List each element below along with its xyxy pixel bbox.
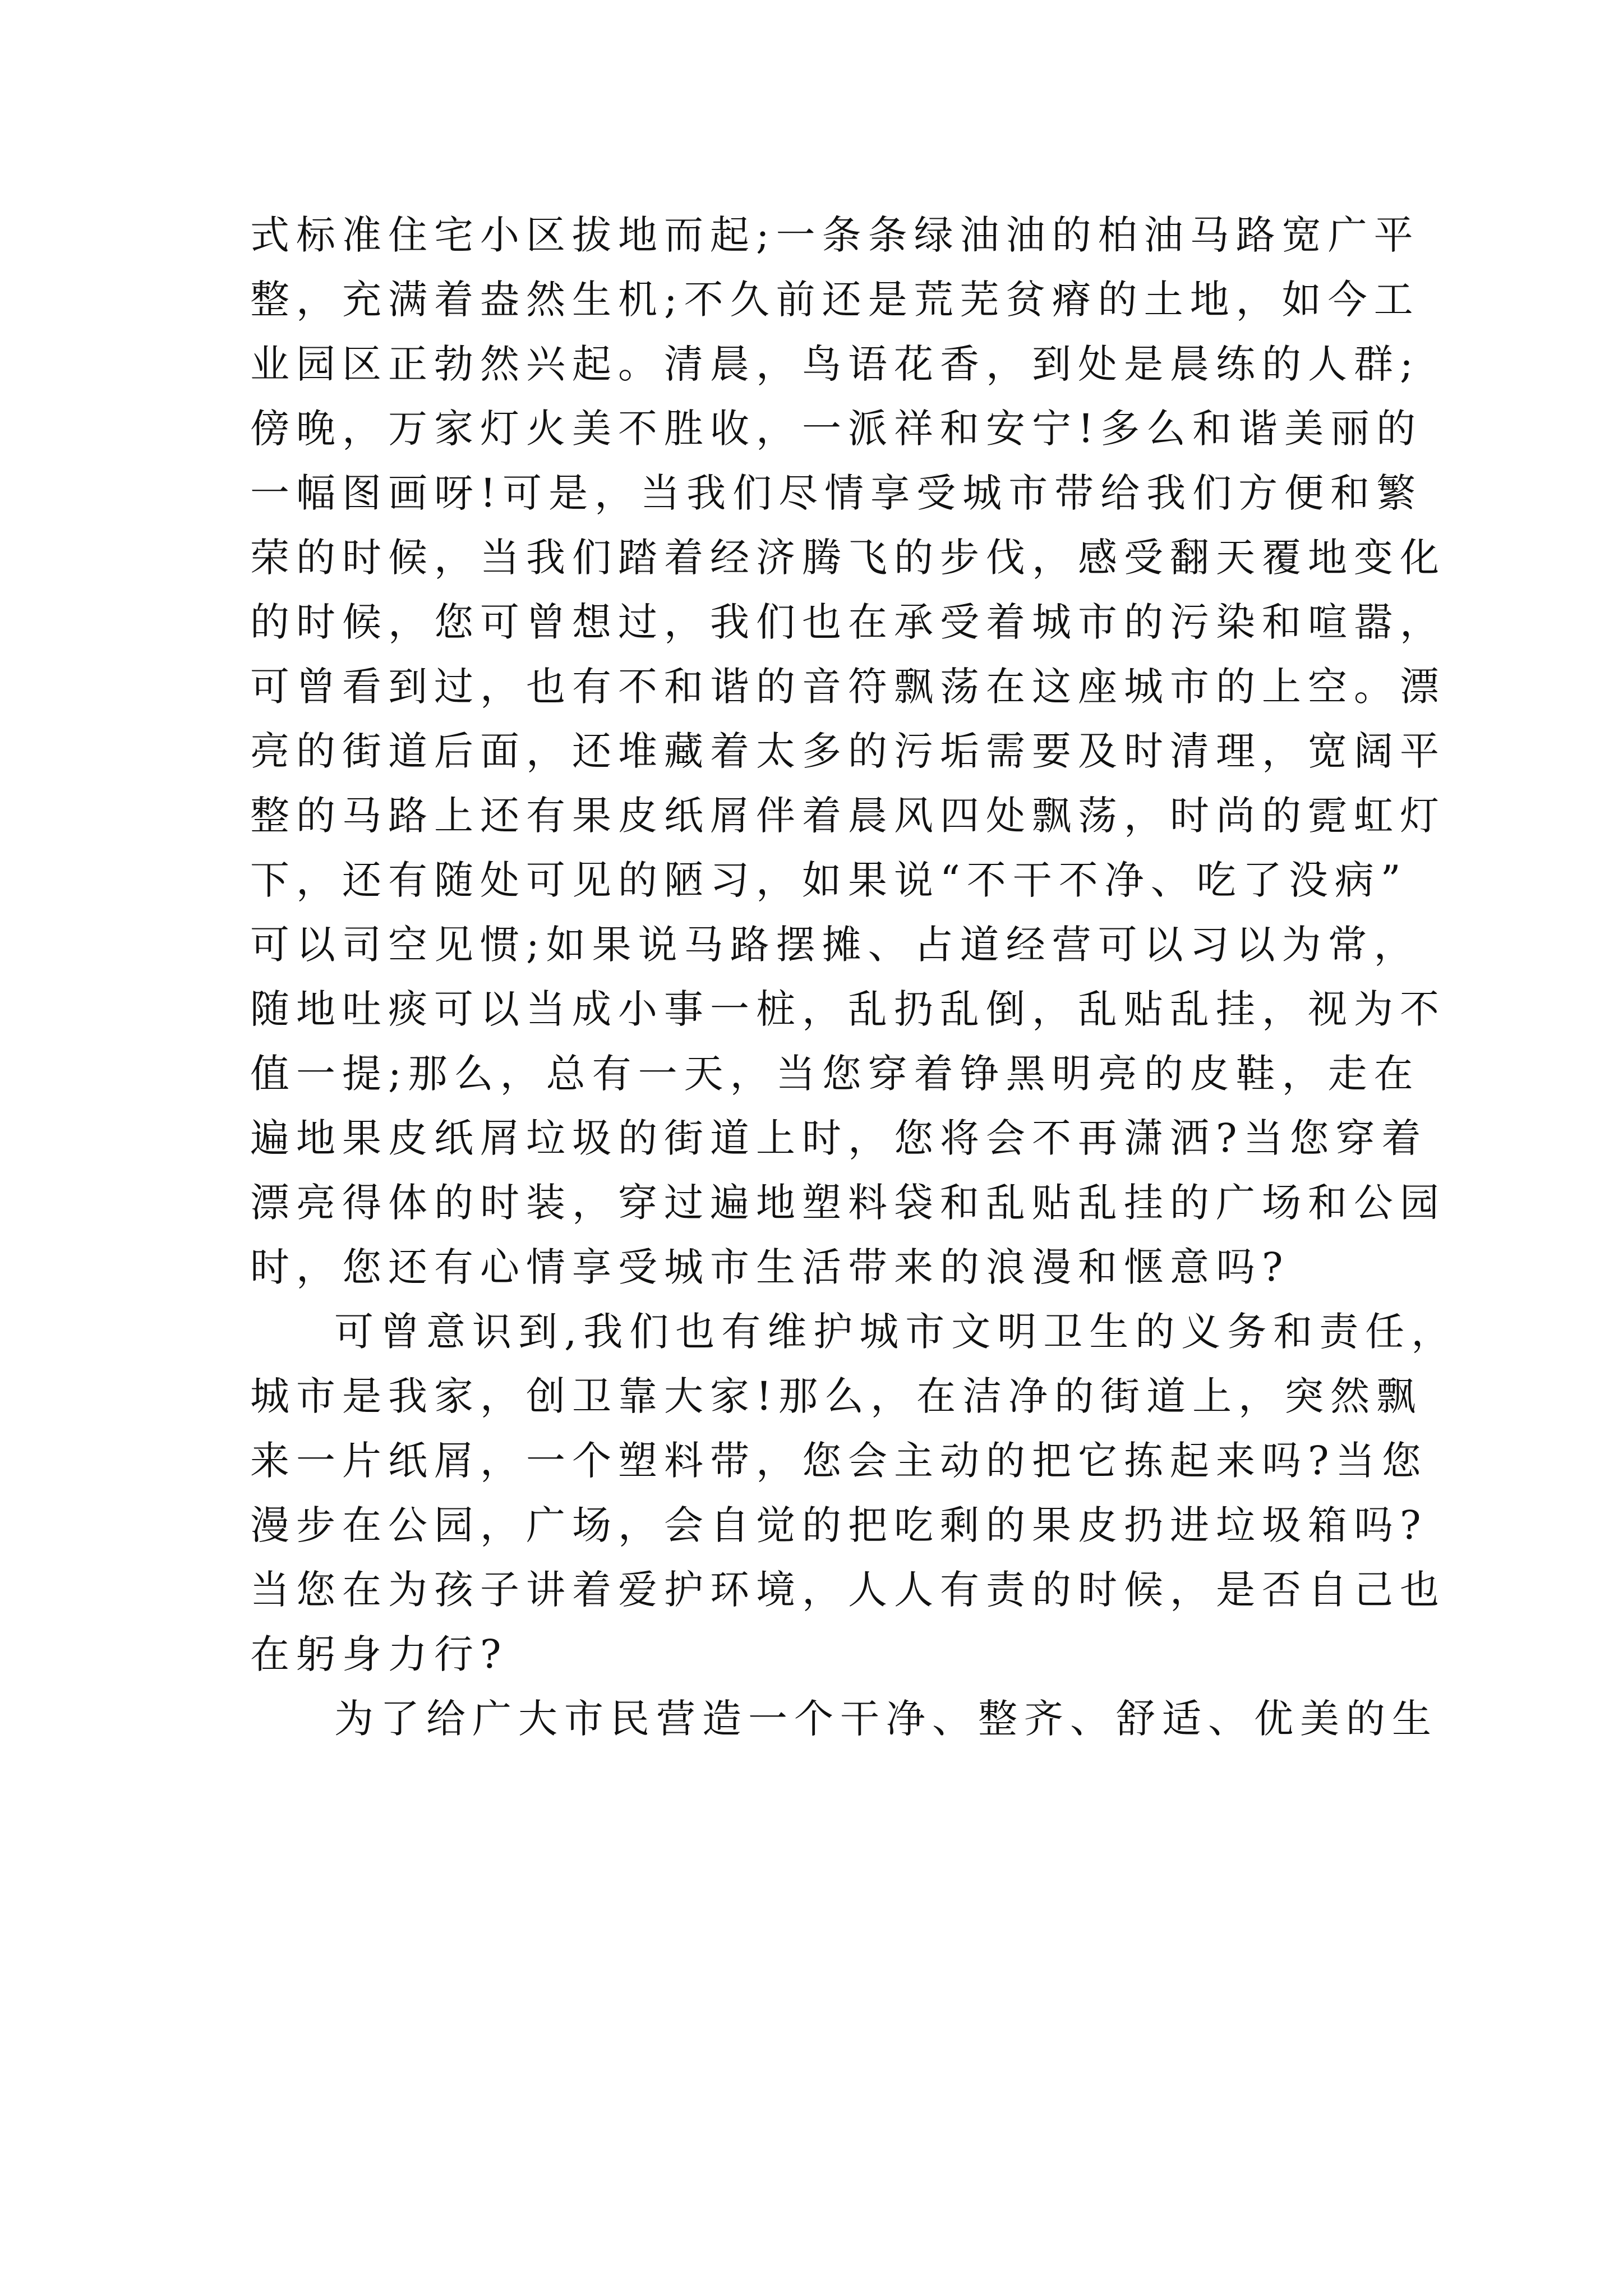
text-line: 时，您还有心情享受城市生活带来的浪漫和惬意吗? <box>250 1244 1290 1290</box>
text-line: 整，充满着盎然生机;不久前还是荒芜贫瘠的土地，如今工 <box>250 277 1420 323</box>
text-line: 当您在为孩子讲着爱护环境，人人有责的时候，是否自己也 <box>250 1567 1446 1613</box>
text-line: 整的马路上还有果皮纸屑伴着晨风四处飘荡，时尚的霓虹灯 <box>250 793 1446 839</box>
text-line: 可以司空见惯;如果说马路摆摊、占道经营可以习以为常， <box>250 922 1420 968</box>
body-text <box>250 203 1458 1751</box>
text-line: 业园区正勃然兴起。清晨，鸟语花香，到处是晨练的人群; <box>250 341 1420 387</box>
text-line: 城市是我家，创卫靠大家!那么，在洁净的街道上，突然飘 <box>250 1373 1423 1419</box>
text-line: 来一片纸屑，一个塑料带，您会主动的把它拣起来吗?当您 <box>250 1438 1428 1484</box>
text-line: 随地吐痰可以当成小事一桩，乱扔乱倒，乱贴乱挂，视为不 <box>250 986 1446 1032</box>
text-line: 一幅图画呀!可是，当我们尽情享受城市带给我们方便和繁 <box>250 470 1423 516</box>
text-line: 漫步在公园，广场，会自觉的把吃剩的果皮扔进垃圾箱吗? <box>250 1502 1428 1548</box>
paragraph-first-line: 可曾意识到,我们也有维护城市文明卫生的义务和责任， <box>334 1309 1458 1355</box>
text-line: 可曾看到过，也有不和谐的音符飘荡在这座城市的上空。漂 <box>250 664 1446 710</box>
text-line: 傍晚，万家灯火美不胜收，一派祥和安宁!多么和谐美丽的 <box>250 406 1423 452</box>
text-line: 下，还有随处可见的陋习，如果说“不干不净、吃了没病” <box>250 857 1408 903</box>
text-line: 在躬身力行? <box>250 1631 508 1677</box>
text-line: 式标准住宅小区拔地而起;一条条绿油油的柏油马路宽广平 <box>250 212 1420 258</box>
text-line: 漂亮得体的时装，穿过遍地塑料袋和乱贴乱挂的广场和公园 <box>250 1180 1446 1226</box>
paragraph-first-line: 为了给广大市民营造一个干净、整齐、舒适、优美的生 <box>334 1696 1438 1742</box>
text-line: 遍地果皮纸屑垃圾的街道上时，您将会不再潇洒?当您穿着 <box>250 1115 1428 1161</box>
text-line: 的时候，您可曾想过，我们也在承受着城市的污染和喧嚣， <box>250 599 1446 645</box>
text-line: 亮的街道后面，还堆藏着太多的污垢需要及时清理，宽阔平 <box>250 728 1446 774</box>
text-line: 荣的时候，当我们踏着经济腾飞的步伐，感受翻天覆地变化 <box>250 535 1446 581</box>
text-line: 值一提;那么，总有一天，当您穿着铮黑明亮的皮鞋，走在 <box>250 1051 1420 1097</box>
